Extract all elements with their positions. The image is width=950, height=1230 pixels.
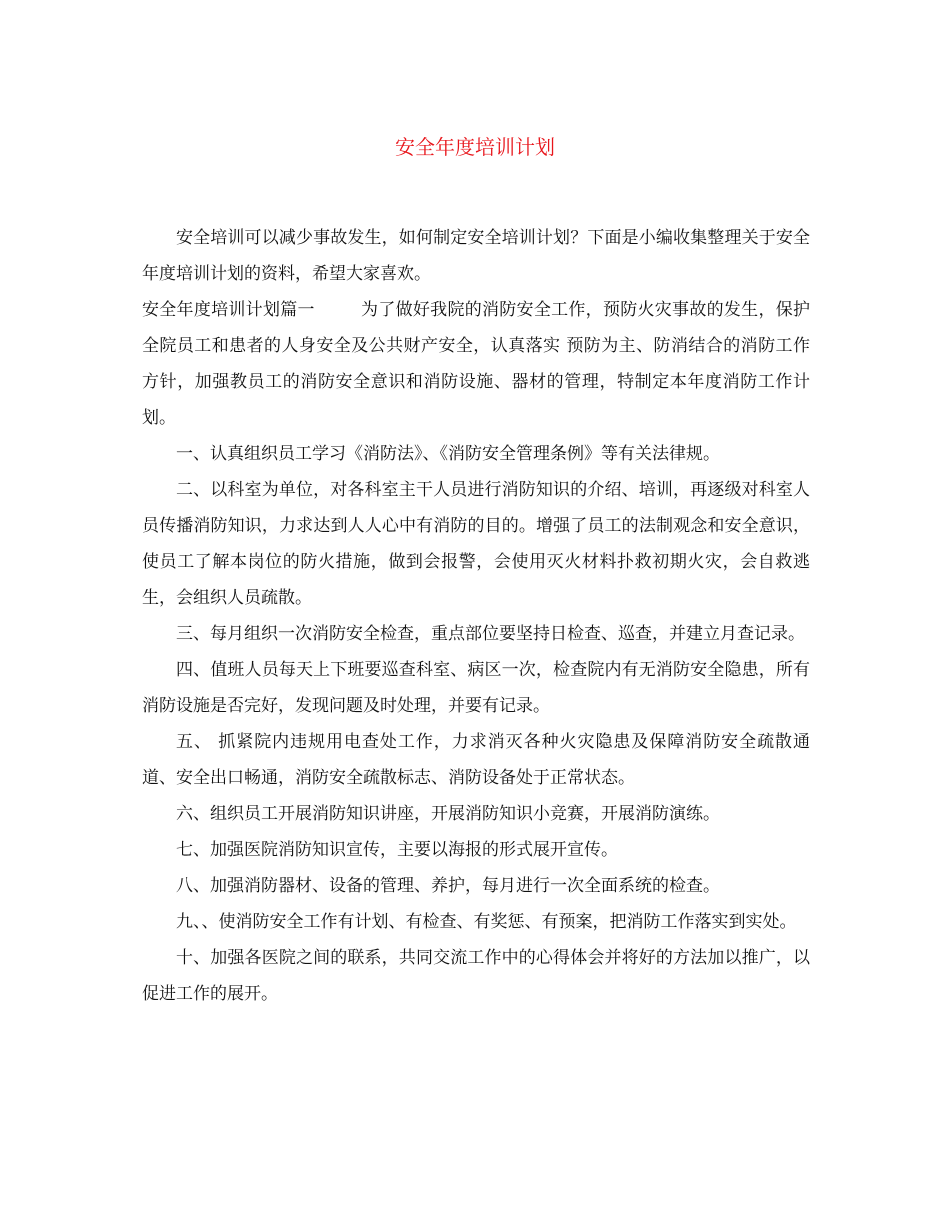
section-heading: 安全年度培训计划篇一 (142, 300, 315, 320)
list-item-7: 七、加强医院消防知识宣传，主要以海报的形式展开宣传。 (176, 840, 618, 860)
list-item-8: 八、加强消防器材、设备的管理、养护，每月进行一次全面系统的检查。 (176, 876, 720, 896)
section-paragraph (142, 292, 810, 436)
section-text: 为了做好我院的消防安全工作，预防火灾事故的发生，保护全院员工和患者的人身安全及公共财产安全，认真落实 预防为主、防消结合的消防工作方针，加强教员工的消防安全意识和消防设施、器材的管理，特制定本年度消防工作计划。 (142, 300, 811, 428)
list-item-3: 三、每月组织一次消防安全检查，重点部位要坚持日检查、巡查，并建立月查记录。 (176, 624, 805, 644)
list-item-5: 五、 抓紧院内违规用电查处工作，力求消灭各种火灾隐患及保障消防安全疏散通道、安全出口畅通，消防安全疏散标志、消防设备处于正常状态。 (142, 732, 810, 788)
document-body (142, 220, 810, 1012)
list-item-9: 九、、使消防安全工作有计划、有检查、有奖惩、有预案，把消防工作落实到实处。 (176, 912, 797, 932)
list-item-6: 六、组织员工开展消防知识讲座，开展消防知识小竞赛，开展消防演练。 (176, 804, 720, 824)
list-item-4: 四、值班人员每天上下班要巡查科室、病区一次，检查院内有无消防安全隐患，所有消防设施是否完好，发现问题及时处理，并要有记录。 (142, 660, 810, 716)
document-title: 安全年度培训计划 (395, 135, 555, 159)
list-item-10: 十、加强各医院之间的联系，共同交流工作中的心得体会并将好的方法加以推广，以促进工作的展开。 (142, 948, 810, 1004)
list-item-1: 一、认真组织员工学习《消防法》、《消防安全管理条例》等有关法律规。 (176, 444, 720, 464)
intro-paragraph: 安全培训可以减少事故发生，如何制定安全培训计划？下面是小编收集整理关于安全年度培训计划的资料，希望大家喜欢。 (142, 228, 810, 284)
list-item-2: 二、以科室为单位，对各科室主干人员进行消防知识的介绍、培训，再逐级对科室人员传播消防知识，力求达到人人心中有消防的目的。增强了员工的法制观念和安全意识，使员工了解本岗位的防火措施，做到会报警，会使用灭火材料扑救初期火灾，会自救逃生，会组织人员疏散。 (142, 480, 810, 608)
